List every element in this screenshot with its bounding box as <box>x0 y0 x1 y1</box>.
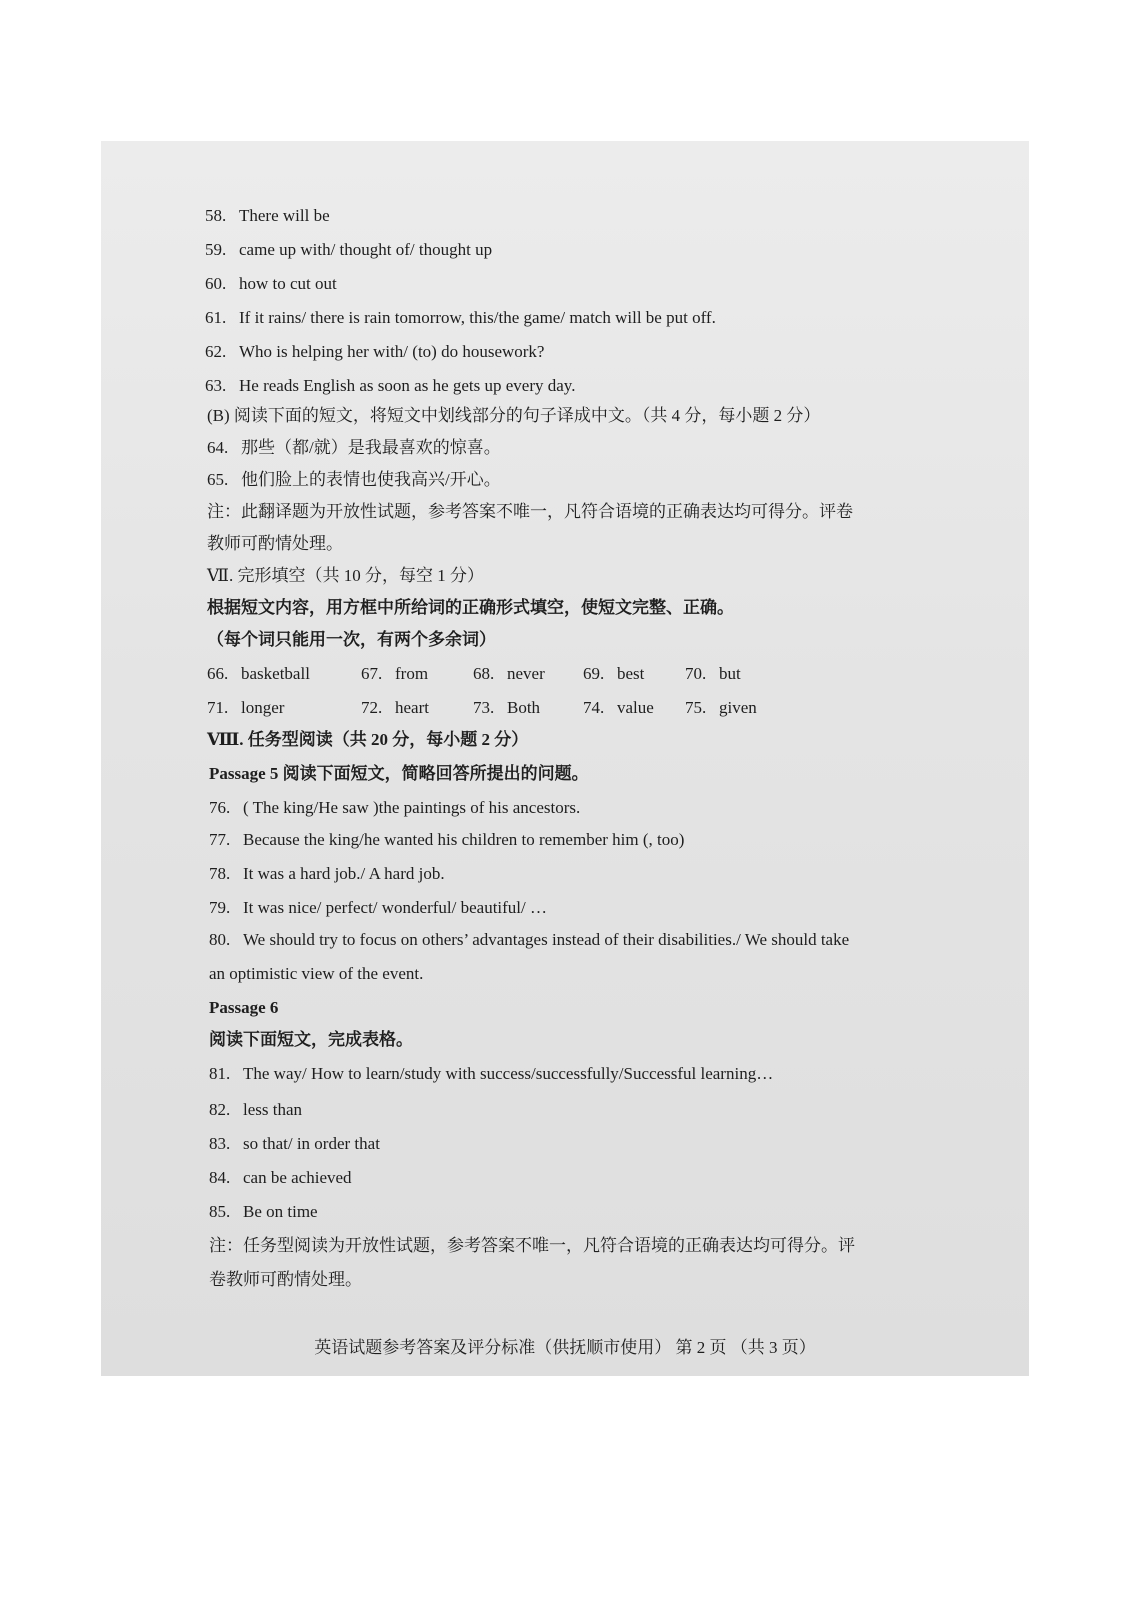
section-7-heading: Ⅶ. 完形填空（共 10 分，每空 1 分） <box>207 566 484 585</box>
answer-83: 83. so that/ in order that <box>209 1134 380 1153</box>
cloze-row-2 <box>207 697 907 719</box>
note-translation-line1: 注：此翻译题为开放性试题，参考答案不唯一，凡符合语境的正确表达均可得分。评卷 <box>207 502 853 521</box>
section-7-instructions: 根据短文内容，用方框中所给词的正确形式填空，使短文完整、正确。 <box>207 598 734 617</box>
cloze-answer-67: 67. from <box>361 664 429 683</box>
answer-59: 59. came up with/ thought of/ thought up <box>205 240 493 259</box>
passage-6-instructions: 阅读下面短文，完成表格。 <box>209 1030 413 1049</box>
cloze-row-1 <box>207 663 907 685</box>
passage-5-heading: Passage 5 阅读下面短文，简略回答所提出的问题。 <box>209 764 589 783</box>
cloze-answer-72: 72. heart <box>361 698 429 717</box>
section-b-heading: (B) 阅读下面的短文，将短文中划线部分的句子译成中文。（共 4 分，每小题 2 分） <box>207 406 821 425</box>
cloze-answer-66: 66. basketball <box>207 664 310 683</box>
section-7-instructions-2: （每个词只能用一次，有两个多余词） <box>207 630 496 649</box>
cloze-answer-75: 75. given <box>685 698 757 717</box>
answer-key-page <box>101 141 1029 1376</box>
answer-60: 60. how to cut out <box>205 274 337 293</box>
answer-62: 62. Who is helping her with/ (to) do housework? <box>205 342 545 361</box>
cloze-answer-74: 74. value <box>583 698 654 717</box>
answer-76: 76. ( The king/He saw )the paintings of his ancestors. <box>209 798 581 817</box>
cloze-answer-68: 68. never <box>473 664 545 683</box>
cloze-answer-70: 70. but <box>685 664 741 683</box>
cloze-answer-73: 73. Both <box>473 698 541 717</box>
note-task-reading-line1: 注：任务型阅读为开放性试题，参考答案不唯一，凡符合语境的正确表达均可得分。评 <box>209 1236 855 1255</box>
answer-80-continued: an optimistic view of the event. <box>209 964 424 983</box>
note-translation-line2: 教师可酌情处理。 <box>207 534 343 553</box>
answer-58: 58. There will be <box>205 206 330 225</box>
note-task-reading-line2: 卷教师可酌情处理。 <box>209 1270 362 1289</box>
cloze-answer-71: 71. longer <box>207 698 285 717</box>
answer-63: 63. He reads English as soon as he gets up every day. <box>205 376 576 395</box>
answer-82: 82. less than <box>209 1100 303 1119</box>
answer-61: 61. If it rains/ there is rain tomorrow, this/the game/ match will be put off. <box>205 308 716 327</box>
answer-84: 84. can be achieved <box>209 1168 352 1187</box>
section-8-heading: Ⅷ. 任务型阅读（共 20 分，每小题 2 分） <box>207 730 529 749</box>
answer-80: 80. We should try to focus on others’ advantages instead of their disabilities./ We should take <box>209 930 850 949</box>
passage-6-label: Passage 6 <box>209 998 279 1017</box>
cloze-answer-69: 69. best <box>583 664 645 683</box>
answer-78: 78. It was a hard job./ A hard job. <box>209 864 445 883</box>
answer-79: 79. It was nice/ perfect/ wonderful/ beautiful/ … <box>209 898 547 917</box>
answer-65: 65. 他们脸上的表情也使我高兴/开心。 <box>207 470 501 489</box>
answer-64: 64. 那些（都/就）是我最喜欢的惊喜。 <box>207 438 501 457</box>
answer-81: 81. The way/ How to learn/study with success/successfully/Successful learning… <box>209 1064 774 1083</box>
answer-85: 85. Be on time <box>209 1202 318 1221</box>
page-footer: 英语试题参考答案及评分标准（供抚顺市使用） 第 2 页 （共 3 页） <box>314 1338 816 1357</box>
answer-77: 77. Because the king/he wanted his children to remember him (, too) <box>209 830 685 849</box>
